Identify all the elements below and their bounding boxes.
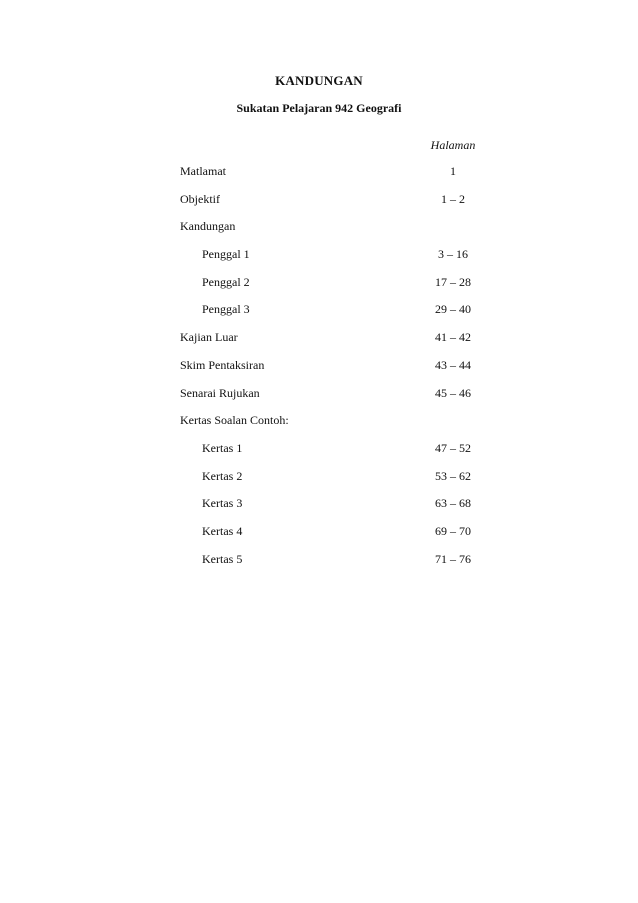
- toc-row: [180, 184, 510, 212]
- toc-entry-label: Kertas 2: [202, 468, 243, 483]
- toc-entry-pages: 45 – 46: [435, 385, 471, 400]
- toc-entry-label: Penggal 2: [202, 274, 250, 289]
- toc-row: [180, 378, 510, 406]
- toc-entry-pages: 47 – 52: [435, 440, 471, 455]
- toc-entry-pages: 3 – 16: [438, 247, 468, 262]
- toc-entry-pages: 43 – 44: [435, 357, 471, 372]
- toc-row: [180, 322, 510, 350]
- toc-entry-label: Kertas 1: [202, 440, 243, 455]
- page-column-header: Halaman: [430, 138, 476, 152]
- toc-row: [180, 405, 510, 433]
- toc-entry-pages: 17 – 28: [435, 274, 471, 289]
- toc-entry-label: Kertas 5: [202, 551, 243, 566]
- toc-entry-label: Kajian Luar: [180, 330, 238, 345]
- page-subtitle: Sukatan Pelajaran 942 Geografi: [236, 101, 402, 115]
- toc-entry-label: Penggal 3: [202, 302, 250, 317]
- page-title: KANDUNGAN: [275, 73, 363, 88]
- toc-row: [180, 211, 510, 239]
- toc-row: [180, 294, 510, 322]
- toc-entry-pages: 29 – 40: [435, 302, 471, 317]
- toc-entry-pages: 63 – 68: [435, 496, 471, 511]
- toc-entry-label: Penggal 1: [202, 247, 250, 262]
- toc-entry-label: Matlamat: [180, 164, 226, 178]
- toc-entry-label: Objektif: [180, 191, 220, 206]
- toc-entry-label: Kertas Soalan Contoh:: [180, 413, 289, 428]
- toc-entry-pages: 53 – 62: [435, 468, 471, 483]
- toc-row: [180, 433, 510, 461]
- toc-row: [180, 239, 510, 267]
- toc-row: [180, 350, 510, 378]
- toc-row: [180, 461, 510, 489]
- toc-row: [180, 516, 510, 544]
- toc-entry-label: Kertas 3: [202, 496, 243, 511]
- toc-entry-label: Senarai Rujukan: [180, 385, 260, 400]
- table-of-contents: [180, 156, 510, 571]
- toc-entry-pages: 1 – 2: [441, 191, 465, 206]
- toc-entry-label: Skim Pentaksiran: [180, 357, 265, 372]
- toc-entry-pages: 1: [450, 164, 456, 178]
- toc-row: [180, 267, 510, 295]
- toc-entry-pages: 71 – 76: [435, 551, 471, 566]
- toc-entry-label: Kertas 4: [202, 523, 243, 538]
- toc-entry-pages: 41 – 42: [435, 330, 471, 345]
- toc-entry-label: Kandungan: [180, 219, 236, 234]
- toc-row: [180, 488, 510, 516]
- toc-entry-pages: 69 – 70: [435, 523, 471, 538]
- toc-row: [180, 156, 510, 184]
- toc-row: [180, 544, 510, 572]
